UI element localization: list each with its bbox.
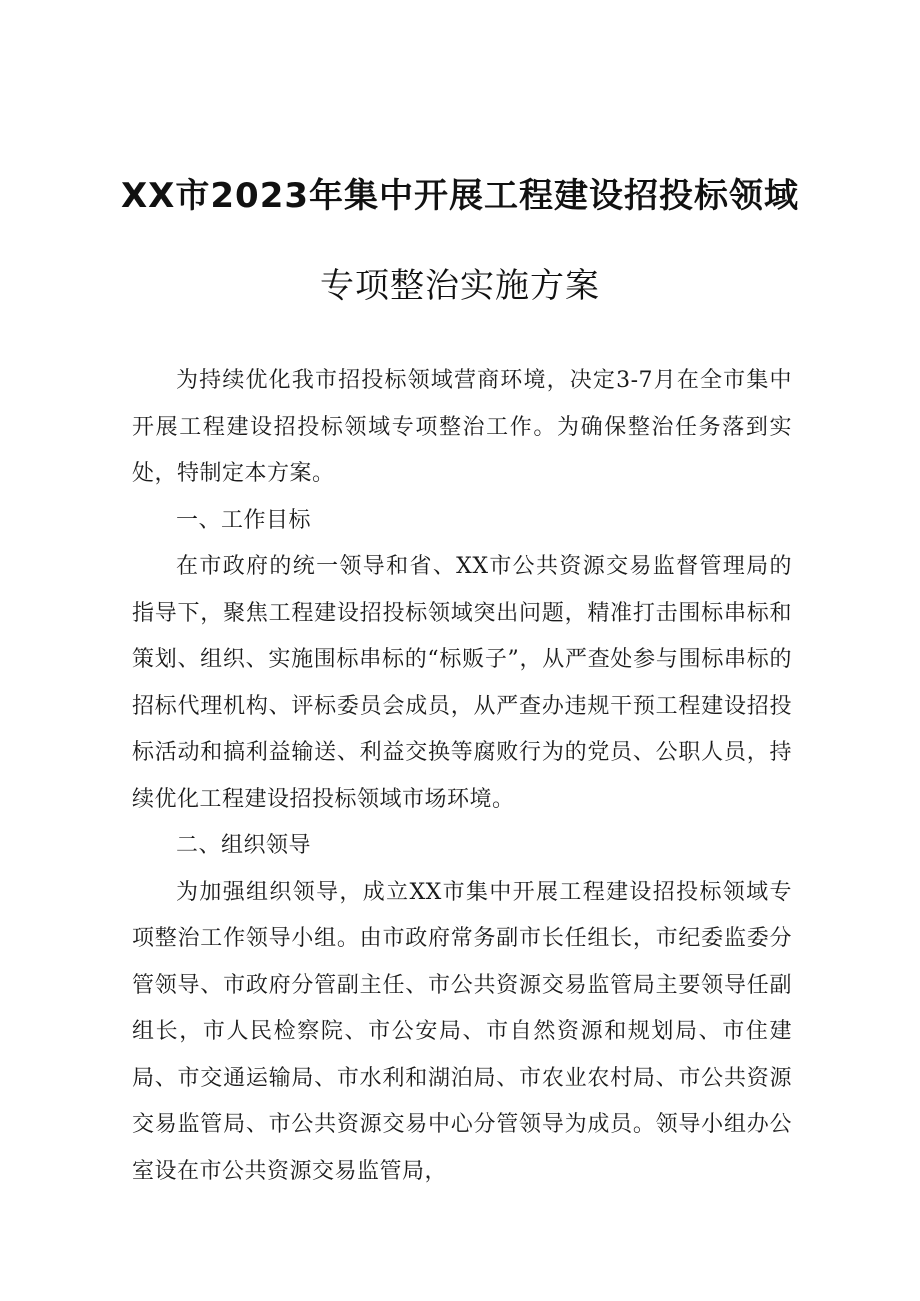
section-heading-work-goal: 一、工作目标 bbox=[176, 507, 312, 533]
section-heading-organization: 二、组织领导 bbox=[176, 833, 312, 858]
paragraph-work-goal: 在市政府的统一领导和省、XX市公共资源交易监督管理局的指导下，聚焦工程建设招投标领域突出问题，精准打击围标串标和策划、组织、实施围标串标的“标贩子”，从严查处参与围标串标的招标代理机构、评标委员会成员，从严查办违规干预工程建设招投标活动和搞利益输送、利益交换等腐败行为的党员、公职人员，持续优化工程建设招投标领域市场环境。 bbox=[132, 554, 792, 812]
paragraph-organization: 为加强组织领导，成立XX市集中开展工程建设招投标领域专项整治工作领导小组。由市政府常务副市长任组长，市纪委监委分管领导、市政府分管副主任、市公共资源交易监管局主要领导任副组长，市人民检察院、市公安局、市自然资源和规划局、市住建局、市交通运输局、市水利和湖泊局、市农业农村局、市公共资源交易监管局、市公共资源交易中心分管领导为成员。领导小组办公室设在市公共资源交易监管局， bbox=[132, 879, 792, 1184]
document-title-line-2: 专项整治实施方案 bbox=[320, 266, 600, 306]
document-body bbox=[132, 358, 792, 1195]
paragraph-intro: 为持续优化我市招投标领域营商环境，决定3-7月在全市集中开展工程建设招投标领域专项整治工作。为确保整治任务落到实处，特制定本方案。 bbox=[132, 368, 792, 486]
document-title-line-1: XX市2023年集中开展工程建设招投标领域 bbox=[120, 176, 800, 216]
